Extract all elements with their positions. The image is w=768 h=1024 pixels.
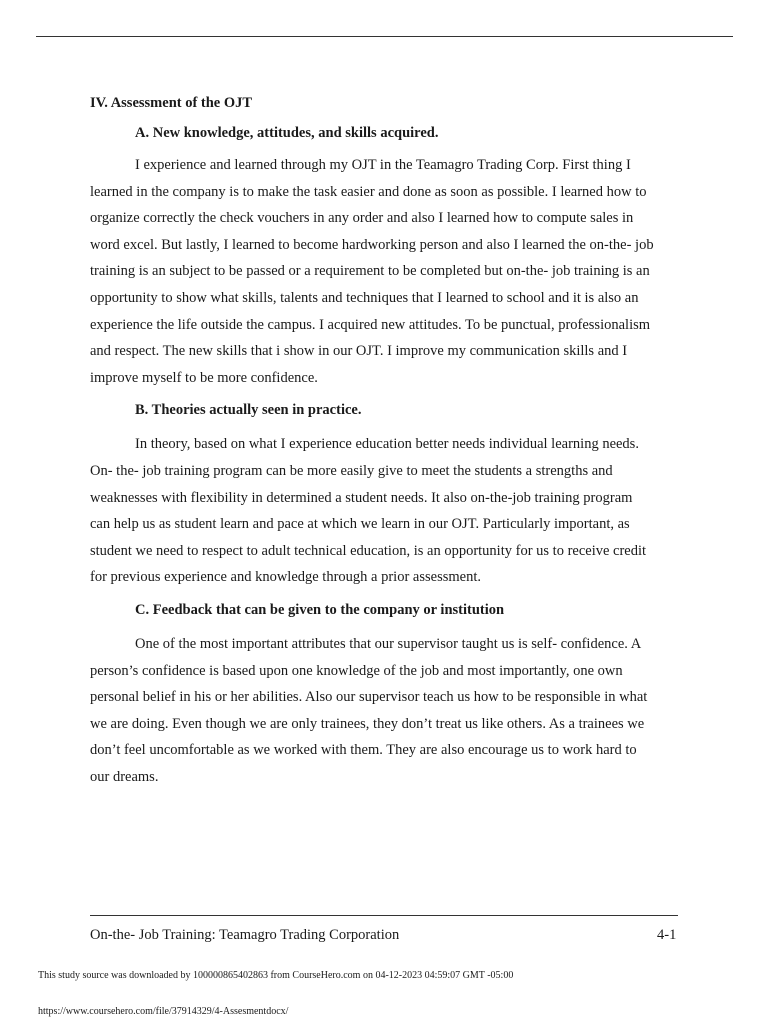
paragraph-line: experience the life outside the campus. I acquired new attitudes. To be punctual, professionalism <box>90 316 651 333</box>
paragraph-line: we are doing. Even though we are only trainees, they don’t treat us like others. As a trainees we <box>90 715 645 732</box>
download-notice: This study source was downloaded by 100000865402863 from CourseHero.com on 04-12-2023 04:59:07 GMT -05:00 <box>38 970 514 981</box>
paragraph-line: our dreams. <box>90 768 159 785</box>
source-url: https://www.coursehero.com/file/37914329/4-Assesmentdocx/ <box>38 1006 289 1017</box>
subsection-c-paragraph <box>90 631 660 791</box>
paragraph-line: improve myself to be more confidence. <box>90 369 318 386</box>
subsection-c-heading: C. Feedback that can be given to the company or institution <box>135 601 505 618</box>
paragraph-line: weaknesses with flexibility in determined a student needs. It also on-the-job training program <box>90 489 633 506</box>
paragraph-line: I experience and learned through my OJT in the Teamagro Trading Corp. First thing I <box>135 157 631 173</box>
paragraph-line: On- the- job training program can be more easily give to meet the students a strengths and <box>90 462 613 479</box>
paragraph-line: can help us as student learn and pace at which we learn in our OJT. Particularly important, as <box>90 516 630 533</box>
paragraph-line: and respect. The new skills that i show in our OJT. I improve my communication skills and I <box>90 343 628 360</box>
subsection-a-heading: A. New knowledge, attitudes, and skills acquired. <box>135 125 439 141</box>
paragraph-line: personal belief in his or her abilities. Also our supervisor teach us how to be responsible in what <box>90 689 648 706</box>
subsection-a-paragraph <box>90 152 660 391</box>
paragraph-line: for previous experience and knowledge through a prior assessment. <box>90 569 481 586</box>
paragraph-line: person’s confidence is based upon one knowledge of the job and most importantly, one own <box>90 662 623 679</box>
footer-rule <box>90 915 678 916</box>
paragraph-line: word excel. But lastly, I learned to become hardworking person and also I learned the on-the- job <box>90 236 654 253</box>
paragraph-line: opportunity to show what skills, talents and techniques that I learned to school and it is also an <box>90 289 639 306</box>
section-title: IV. Assessment of the OJT <box>90 95 253 111</box>
footer-title: On-the- Job Training: Teamagro Trading Corporation <box>90 927 400 943</box>
paragraph-line: student we need to respect to adult technical education, is an opportunity for us to receive credit <box>90 542 647 559</box>
paragraph-line: organize correctly the check vouchers in any order and also I learned how to compute sales in <box>90 210 634 227</box>
page-number: 4-1 <box>657 927 677 943</box>
paragraph-line: One of the most important attributes that our supervisor taught us is self- confidence. A <box>135 635 642 652</box>
subsection-b-paragraph <box>90 431 660 591</box>
paragraph-line: learned in the company is to make the task easier and done as soon as possible. I learned how to <box>90 183 647 200</box>
header-rule <box>36 36 733 37</box>
paragraph-line: don’t feel uncomfortable as we worked with them. They are also encourage us to work hard to <box>90 742 637 759</box>
paragraph-line: training is an subject to be passed or a requirement to be completed but on-the- job training is an <box>90 263 650 280</box>
document-body <box>90 94 660 790</box>
paragraph-line: In theory, based on what I experience education better needs individual learning needs. <box>135 436 639 453</box>
subsection-b-heading: B. Theories actually seen in practice. <box>135 402 362 419</box>
